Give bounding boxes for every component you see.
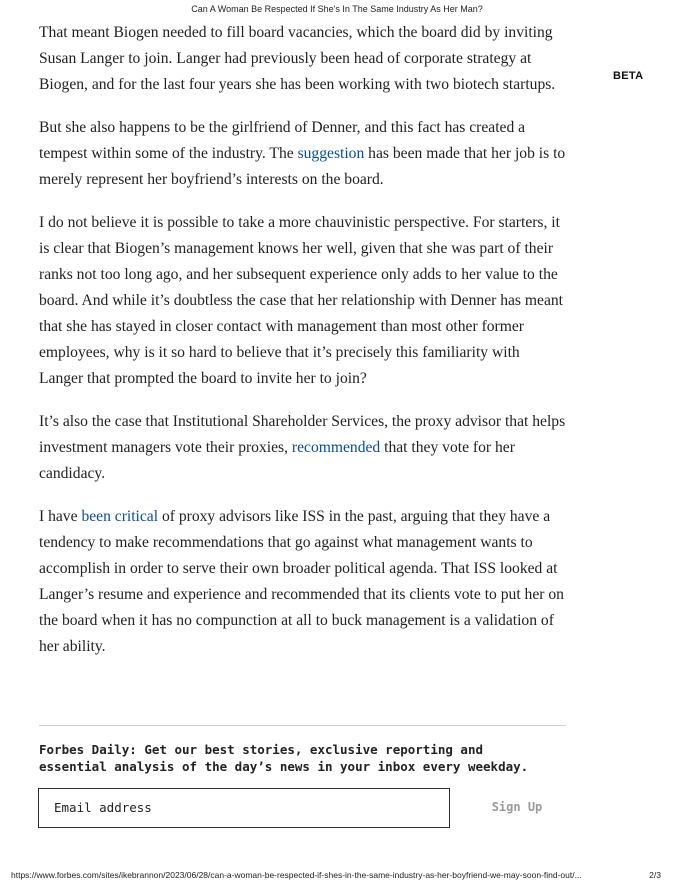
beta-badge: BETA [613, 70, 644, 82]
paragraph-text: I do not believe it is possible to take a more chauvinistic perspective. For starters, it is clear that Biogen’s management knows her well, given that she was part of their ranks not too long ago, and her subsequent experience only adds to her value to the board. And while it’s doubtless the case that her relationship with Denner has meant that she has stayed in closer contact with management than most other former employees, why is it so hard to believe that it’s precisely this familiarity with Langer that prompted the board to invite her to join? [39, 214, 563, 387]
newsletter-pitch: Forbes Daily: Get our best stories, exclusive reporting and essential analysis of the day’s news in your inbox every weekday. [39, 742, 529, 774]
paragraph-text: of proxy advisors like ISS in the past, arguing that they have a tendency to make recommendations that go against what management wants to accomplish in order to serve their own broader political agenda. That ISS looked at Langer’s resume and experience and recommended that its clients vote to put her on the board when it has no compunction at all to buck management is a validation of her ability. [39, 508, 564, 655]
article-paragraph [39, 504, 566, 660]
paragraph-text: It’s also the case that Institutional Shareholder Services, the proxy advisor that helps investment managers vote their proxies, [39, 413, 566, 456]
section-divider [39, 725, 566, 726]
suggestion-link[interactable]: suggestion [297, 145, 365, 162]
print-footer-url: https://www.forbes.com/sites/ikebrannon/2023/06/28/can-a-woman-be-respected-if-shes-in-the-same-industry-as-her-boyfriend-we-may-soon-find-out/... [11, 870, 582, 880]
article-paragraph [39, 409, 566, 487]
print-footer [11, 870, 661, 880]
article-paragraph [39, 210, 566, 392]
recommended-link[interactable]: recommended [291, 439, 381, 456]
article-paragraph [39, 20, 566, 98]
print-header-title: Can A Woman Be Respected If She's In The Same Industry As Her Man? [191, 4, 483, 14]
article-body [39, 20, 566, 677]
page-number: 2/3 [649, 870, 661, 880]
paragraph-text: I have [39, 508, 82, 525]
paragraph-text: But she also happens to be the girlfriend of Denner, and this fact has created a tempest within some of the industry. The [39, 119, 526, 162]
article-paragraph [39, 115, 566, 193]
paragraph-text: has been made that her job is to merely represent her boyfriend’s interests on the board. [39, 145, 566, 188]
email-input[interactable]: Email address [38, 788, 450, 828]
sign-up-button[interactable]: Sign Up [491, 800, 543, 814]
paragraph-text: That meant Biogen needed to fill board vacancies, which the board did by inviting Susan Langer to join. Langer had previously been head of corporate strategy at Biogen, and for the last four years she has been working with two biotech startups. [39, 24, 556, 93]
been-critical-link[interactable]: been critical [81, 508, 159, 525]
paragraph-text: that they vote for her candidacy. [39, 439, 515, 482]
